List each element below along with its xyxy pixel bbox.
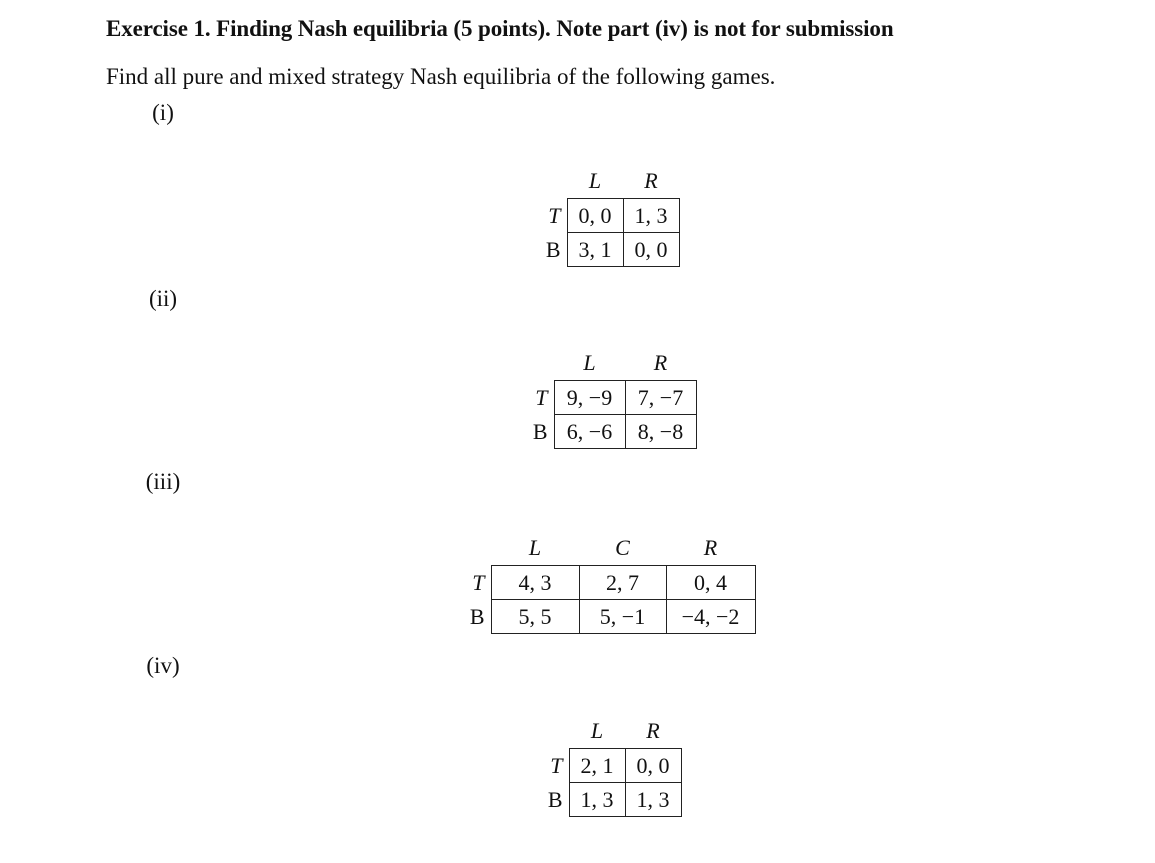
payoff-matrix-ii: [519, 346, 697, 449]
payoff-cell: 0, 0: [625, 749, 681, 783]
exercise-heading: Exercise 1. Finding Nash equilibria (5 points). Note part (iv) is not for submission: [106, 16, 894, 41]
part-label-i: (i): [152, 100, 174, 125]
row-header: B: [469, 603, 485, 629]
payoff-cell: 5, −1: [579, 600, 666, 634]
row-header: B: [547, 786, 563, 812]
payoff-cell: 0, 0: [623, 233, 679, 267]
payoff-cell: 1, 3: [625, 783, 681, 817]
payoff-cell: 2, 1: [569, 749, 625, 783]
row-header: B: [532, 418, 548, 444]
payoff-cell: 0, 0: [567, 199, 623, 233]
column-header: L: [588, 168, 602, 193]
payoff-cell: 7, −7: [625, 381, 696, 415]
payoff-cell: 2, 7: [579, 566, 666, 600]
column-header: R: [703, 535, 718, 560]
payoff-matrix-iii: [460, 531, 756, 634]
column-header: R: [644, 168, 658, 193]
row-header: B: [545, 236, 561, 262]
payoff-cell: 0, 4: [666, 566, 755, 600]
payoff-cell: 4, 3: [491, 566, 579, 600]
column-header: L: [583, 350, 596, 375]
part-label-ii: (ii): [148, 286, 178, 311]
payoff-matrix-i: [535, 164, 680, 267]
row-header: T: [550, 752, 563, 778]
payoff-cell: −4, −2: [666, 600, 755, 634]
row-header: T: [535, 384, 548, 410]
column-header: C: [615, 535, 630, 560]
column-header: R: [646, 718, 660, 743]
row-header: T: [472, 569, 485, 595]
column-header: L: [528, 535, 542, 560]
part-label-iv: (iv): [146, 653, 180, 678]
exercise-instructions: Find all pure and mixed strategy Nash equilibria of the following games.: [106, 64, 776, 89]
payoff-cell: 6, −6: [554, 415, 625, 449]
payoff-cell: 1, 3: [569, 783, 625, 817]
payoff-cell: 5, 5: [491, 600, 579, 634]
column-header: R: [653, 350, 668, 375]
column-header: L: [590, 718, 604, 743]
payoff-cell: 9, −9: [554, 381, 625, 415]
row-header: T: [548, 202, 561, 228]
payoff-cell: 8, −8: [625, 415, 696, 449]
payoff-cell: 1, 3: [623, 199, 679, 233]
payoff-cell: 3, 1: [567, 233, 623, 267]
part-label-iii: (iii): [145, 469, 181, 494]
payoff-matrix-iv: [537, 714, 682, 817]
